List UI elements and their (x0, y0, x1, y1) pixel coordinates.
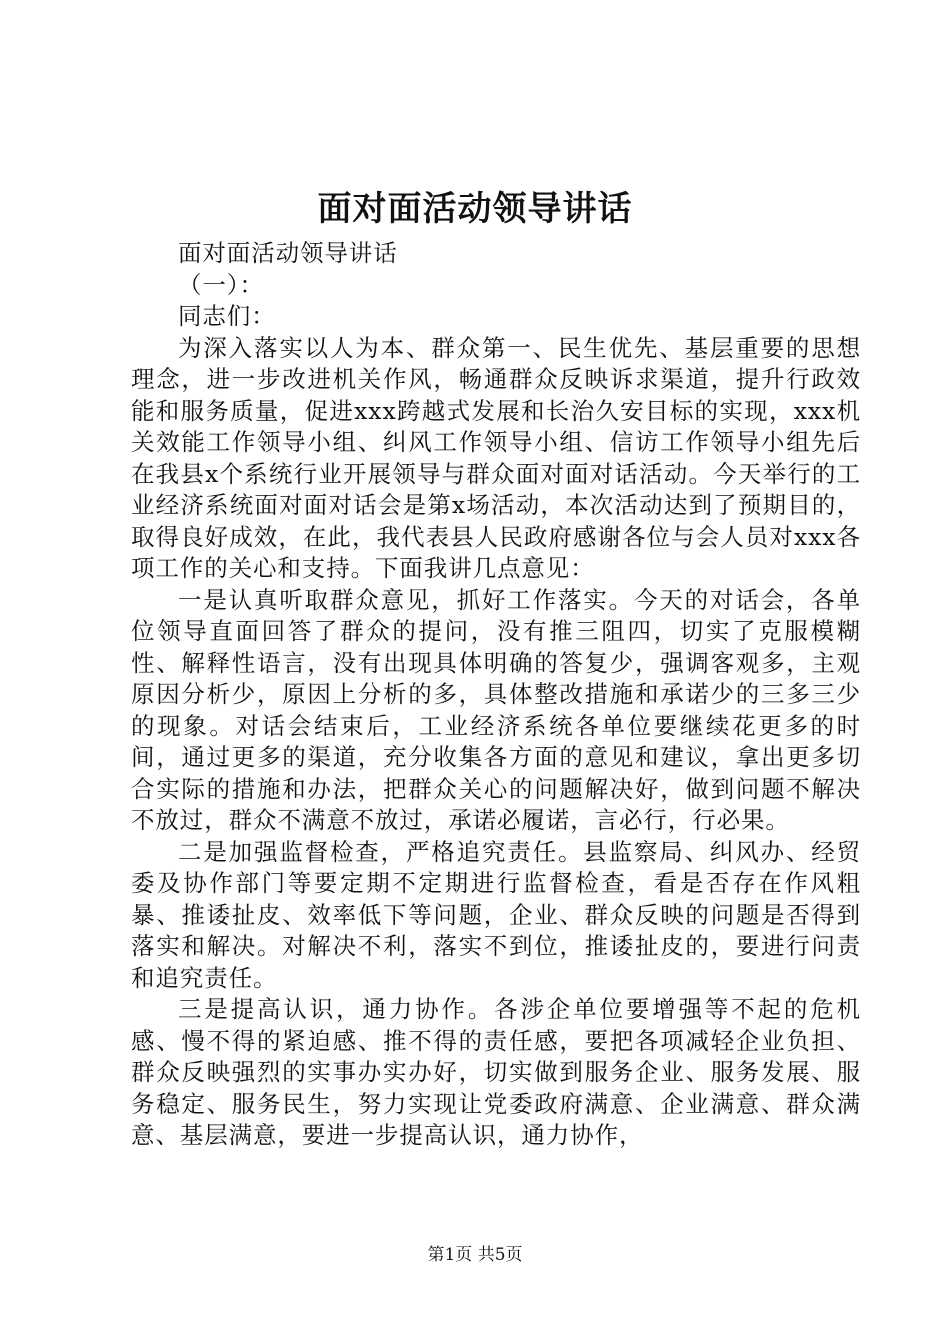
point-two-paragraph: 二是加强监督检查，严格追究责任。县监察局、纠风办、经贸委及协作部门等要定期不定期进行监督检查，看是否存在作风粗暴、推诿扯皮、效率低下等问题，企业、群众反映的问题是否得到落实和解决。对解决不利，落实不到位，推诿扯皮的，要进行问责和追究责任。 (131, 837, 861, 992)
point-one-paragraph: 一是认真听取群众意见，抓好工作落实。今天的对话会，各单位领导直面回答了群众的提问，没有推三阻四，切实了克服模糊性、解释性语言，没有出现具体明确的答复少，强调客观多，主观原因分析少，原因上分析的多，具体整改措施和承诺少的三多三少的现象。对话会结束后，工业经济系统各单位要继续花更多的时间，通过更多的渠道，充分收集各方面的意见和建议，拿出更多切合实际的措施和办法，把群众关心的问题解决好，做到问题不解决不放过，群众不满意不放过，承诺必履诺，言必行，行必果。 (131, 585, 861, 834)
document-body (131, 238, 861, 1152)
intro-paragraph: 为深入落实以人为本、群众第一、民生优先、基层重要的思想理念，进一步改进机关作风，畅通群众反映诉求渠道，提升行政效能和服务质量，促进xxx跨越式发展和长治久安目标的实现，xxx机关效能工作领导小组、纠风工作领导小组、信访工作领导小组先后在我县x个系统行业开展领导与群众面对面对话活动。今天举行的工业经济系统面对面对话会是第x场活动，本次活动达到了预期目的，取得良好成效，在此，我代表县人民政府感谢各位与会人员对xxx各项工作的关心和支持。下面我讲几点意见： (131, 333, 861, 582)
salutation-paragraph: 同志们： (178, 302, 276, 330)
point-three-paragraph: 三是提高认识，通力协作。各涉企单位要增强等不起的危机感、慢不得的紧迫感、推不得的责任感，要把各项减轻企业负担、群众反映强烈的实事办实办好，切实做到服务企业、服务发展、服务稳定、服务民生，努力实现让党委政府满意、企业满意、群众满意、基层满意，要进一步提高认识，通力协作， (131, 995, 861, 1149)
document-title: 面对面活动领导讲话 (317, 189, 633, 229)
page-footer: 第1页 共5页 (427, 1245, 523, 1265)
section-label-paragraph: （一）： (178, 270, 264, 299)
subtitle-paragraph: 面对面活动领导讲话 (178, 239, 398, 267)
